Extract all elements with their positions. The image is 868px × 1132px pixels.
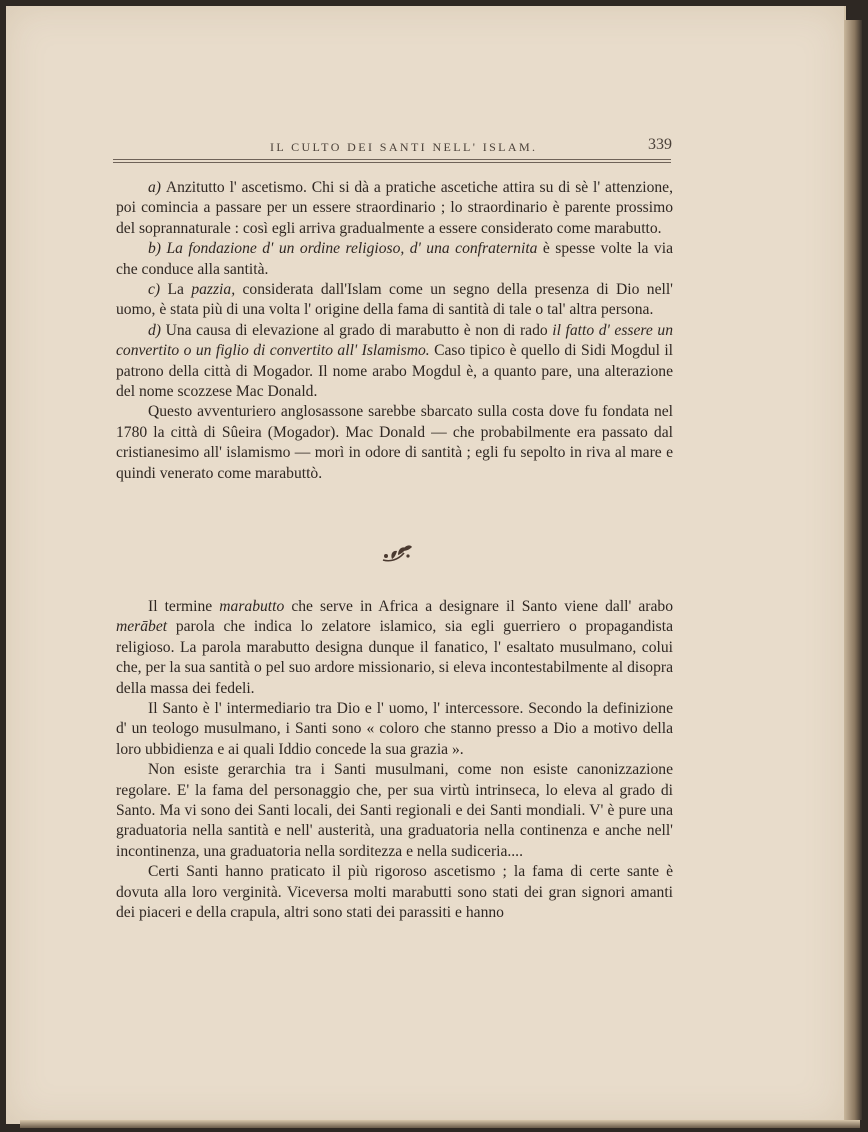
text-run: che serve in Africa a designare il Santo viene dall' arabo <box>284 598 673 615</box>
italic-text: merābet <box>116 618 168 636</box>
text-run: Non esiste gerarchia tra i Santi musulmani, come non esiste canonizzazione regolare. E' la fama del personaggio che, per sua virtù intrinseca, lo eleva al grado di Santo. Ma vi sono dei Santi locali, dei Santi regionali e dei Santi mondiali. V' è pure una graduatoria nella santità e nell' austerità, una graduatoria nella continenza e anche nell' incontinenza, una graduatoria nella sorditezza e nella sudiceria.... <box>116 761 673 860</box>
paragraph <box>116 760 673 862</box>
paragraph <box>116 862 673 923</box>
italic-text: a) <box>148 179 166 196</box>
page-number: 339 <box>648 136 672 153</box>
text-run: Certi Santi hanno praticato il più rigoroso ascetismo ; la fama di certe sante è dovuta alla loro verginità. Viceversa molti marabutti sono stati dei gran signori amanti dei piaceri e della crapula, altri sono stati dei parassiti e hanno <box>116 863 673 922</box>
page-header <box>110 136 672 158</box>
paragraph <box>116 321 673 403</box>
section-list-of-causes <box>116 178 673 484</box>
paragraph <box>116 402 673 484</box>
text-run: Caso tipico è quello di Sidi Mogdul il patrono della città di Mogador. Il nome arabo Mogdul è, a quanto pare, una alterazione del nome scozzese Mac Donald. <box>116 342 673 401</box>
italic-text: b) La fondazione d' un ordine religioso, d' una confraternita <box>148 240 538 258</box>
text-run: è spesse volte la via che conduce alla santità. <box>116 240 673 278</box>
text-run: Il Santo è l' intermediario tra Dio e l' uomo, l' intercessore. Secondo la definizione d' un teologo musulmano, i Santi sono « coloro che stanno presso a Dio a motivo della loro ubbidienza e ai quali Iddio concede la sua grazia ». <box>116 700 673 758</box>
page-edge <box>844 20 862 1120</box>
italic-text: d) <box>148 321 166 339</box>
text-run: Anzitutto l' ascetismo. Chi si dà a pratiche ascetiche attira su di sè l' attenzione, poi comincia a passare per un essere straordinario ; lo straordinario è parente prossimo del soprannaturale : così egli arriva gradualmente a essere considerato come marabutto. <box>116 179 673 237</box>
text-run: Questo avventuriero anglosassone sarebbe sbarcato sulla costa dove fu fondata nel 1780 la città di Sûeira (Mogador). Mac Donald — che probabilmente era passato dal cristianesimo all' islamismo — morì in odore di santità ; egli fu sepolto in riva al mare e quindi venerato come marabuttò. <box>116 403 673 482</box>
text-run: considerata dall'Islam come un segno della presenza di Dio nell' uomo, è stata più di una volta l' origine della fama di santità di tale o tal' altra persona. <box>116 281 673 319</box>
text-run: parola che indica lo zelatore islamico, sia egli guerriero o propagandista religioso. La parola marabutto designa dunque il fanatico, l' esaltato musulmano, colui che, per la sua santità o pel suo ardore missionario, si eleva incontestabilmente al disopra della massa dei fedeli. <box>116 618 673 697</box>
paragraph <box>116 178 673 239</box>
italic-text: c) <box>148 281 168 299</box>
text-run: La <box>167 281 192 299</box>
paragraph <box>116 239 673 280</box>
paragraph <box>116 597 673 699</box>
italic-text: marabutto <box>219 598 285 615</box>
paragraph <box>116 699 673 760</box>
paragraph <box>116 280 673 321</box>
bottom-edge <box>20 1120 860 1128</box>
book-page <box>6 6 846 1124</box>
italic-text: pazzia, <box>191 281 236 299</box>
section-marabutto-definition <box>116 597 673 924</box>
text-run: Una causa di elevazione al grado di marabutto è non di rado <box>165 321 553 339</box>
header-rule-top <box>113 159 671 160</box>
header-rule-bottom <box>113 162 671 163</box>
text-run: Il termine <box>148 598 220 615</box>
italic-text: il fatto d' essere un convertito o un figlio di convertito all' Islamismo. <box>116 321 673 360</box>
floral-ornament-icon <box>380 540 414 566</box>
running-head: IL CULTO DEI SANTI NELL' ISLAM. <box>270 140 538 154</box>
